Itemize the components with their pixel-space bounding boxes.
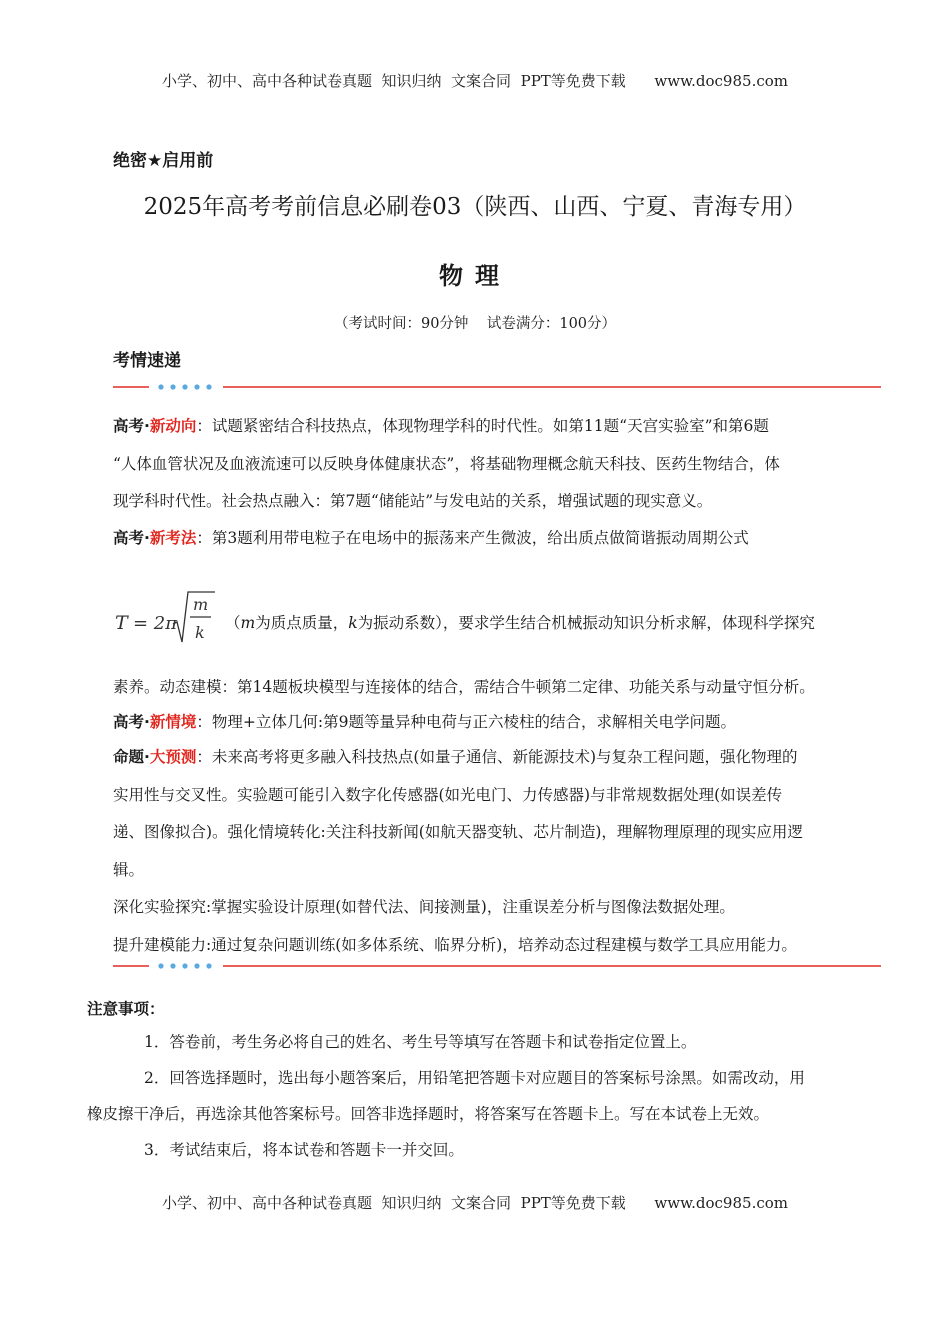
prediction-prefix: 命题· [113, 748, 150, 766]
prediction-line3: 递、图像拟合)。强化情境转化:关注科技新闻(如航天器变轨、芯片制造)，理解物理原理的现实应用逻 [113, 823, 803, 841]
formula-explanation [225, 611, 815, 633]
var-k: k [348, 614, 358, 632]
new-direction-label: 新动向 [149, 417, 197, 435]
colon: ： [196, 713, 212, 731]
notice-item-2-continued: 橡皮擦干净后，再选涂其他答案标号。回答非选择题时，将答案写在答题卡上。写在本试卷上无效。 [87, 1105, 770, 1123]
new-method-prefix: 高考· [113, 529, 150, 547]
colon: ： [196, 417, 212, 435]
new-method-line1: 第3题利用带电粒子在电场中的振荡来产生微波，给出质点做简谐振动周期公式 [211, 529, 749, 547]
top-banner: 小学、初中、高中各种试卷真题 知识归纳 文案合同 PPT等免费下载 www.doc985.com [161, 72, 788, 90]
note-k: 为振动系数），要求学生结合机械振动知识分析求解，体现科学探究 [357, 614, 815, 632]
notice-title: 注意事项： [87, 1000, 165, 1018]
new-context-line1: 物理+立体几何:第9题等量异种电荷与正六棱柱的结合，求解相关电学问题。 [211, 713, 736, 731]
new-context-label: 新情境 [149, 713, 197, 731]
bottom-banner: 小学、初中、高中各种试卷真题 知识归纳 文案合同 PPT等免费下载 www.doc985.com [161, 1194, 788, 1212]
new-direction-prefix: 高考· [113, 417, 150, 435]
period-formula-line [113, 586, 883, 648]
formula-equals-2pi: = 2π [133, 613, 178, 634]
prediction-line4: 辑。 [113, 860, 145, 879]
new-method-paragraph [113, 520, 883, 558]
new-method-continuation [113, 669, 883, 707]
new-context-prefix: 高考· [113, 713, 150, 731]
exam-time-info: （考试时间：90分钟 试卷满分：100分） [333, 316, 617, 332]
formula-k: k [195, 623, 205, 642]
open-paren: （ [225, 614, 241, 632]
formula-m: m [193, 595, 209, 614]
new-method-line3: 素养。动态建模：第14题板块模型与连接体的结合，需结合牛顿第二定律、功能关系与动量守恒分析。 [113, 678, 815, 696]
prediction-paragraph [113, 739, 883, 964]
colon: ： [196, 748, 212, 766]
notice-item-2: 2．回答选择题时，选出每小题答案后，用铅笔把答题卡对应题目的答案标号涂黑。如需改动，用 [144, 1069, 805, 1087]
subject-title: 物理 [439, 262, 511, 290]
prediction-line2: 实用性与交叉性。实验题可能引入数字化传感器(如光电门、力传感器)与非常规数据处理(如误差传 [113, 785, 783, 804]
notice-list [87, 1024, 867, 1168]
new-context-paragraph [113, 704, 883, 742]
new-direction-line3: 现学科时代性。社会热点融入：第7题“储能站”与发电站的关系，增强试题的现实意义。 [113, 492, 713, 510]
new-method-label: 新考法 [149, 529, 197, 547]
section-divider-top [113, 380, 881, 394]
note-m: 为质点质量， [255, 614, 349, 632]
exam-title: 2025年高考考前信息必刷卷03（陕西、山西、宁夏、青海专用） [143, 194, 807, 220]
var-m: m [240, 614, 256, 632]
notice-item-3: 3．考试结束后，将本试卷和答题卡一并交回。 [144, 1141, 464, 1159]
period-formula [113, 586, 223, 648]
notice-item-1: 1．答卷前，考生务必将自己的姓名、考生号等填写在答题卡和试卷指定位置上。 [144, 1033, 697, 1051]
colon: ： [196, 529, 212, 547]
section-divider-bottom [113, 959, 881, 973]
new-direction-line1: 试题紧密结合科技热点，体现物理学科的时代性。如第11题“天宫实验室”和第6题 [211, 417, 769, 435]
formula-T: T [115, 612, 128, 634]
prediction-line5: 深化实验探究:掌握实验设计原理(如替代法、间接测量)，注重误差分析与图像法数据处理。 [113, 898, 735, 916]
prediction-line1: 未来高考将更多融入科技热点(如量子通信、新能源技术)与复杂工程问题，强化物理的 [211, 748, 798, 766]
section-title: 考情速递 [113, 351, 181, 371]
new-direction-paragraph [113, 408, 883, 521]
prediction-line6: 提升建模能力:通过复杂问题训练(如多体系统、临界分析)，培养动态过程建模与数学工具应用能力。 [113, 935, 797, 954]
prediction-label: 大预测 [149, 748, 197, 766]
confidential-label: 绝密★启用前 [113, 151, 214, 171]
new-direction-line2: “人体血管状况及血液流速可以反映身体健康状态”，将基础物理概念航天科技、医药生物结合，体 [113, 454, 780, 473]
